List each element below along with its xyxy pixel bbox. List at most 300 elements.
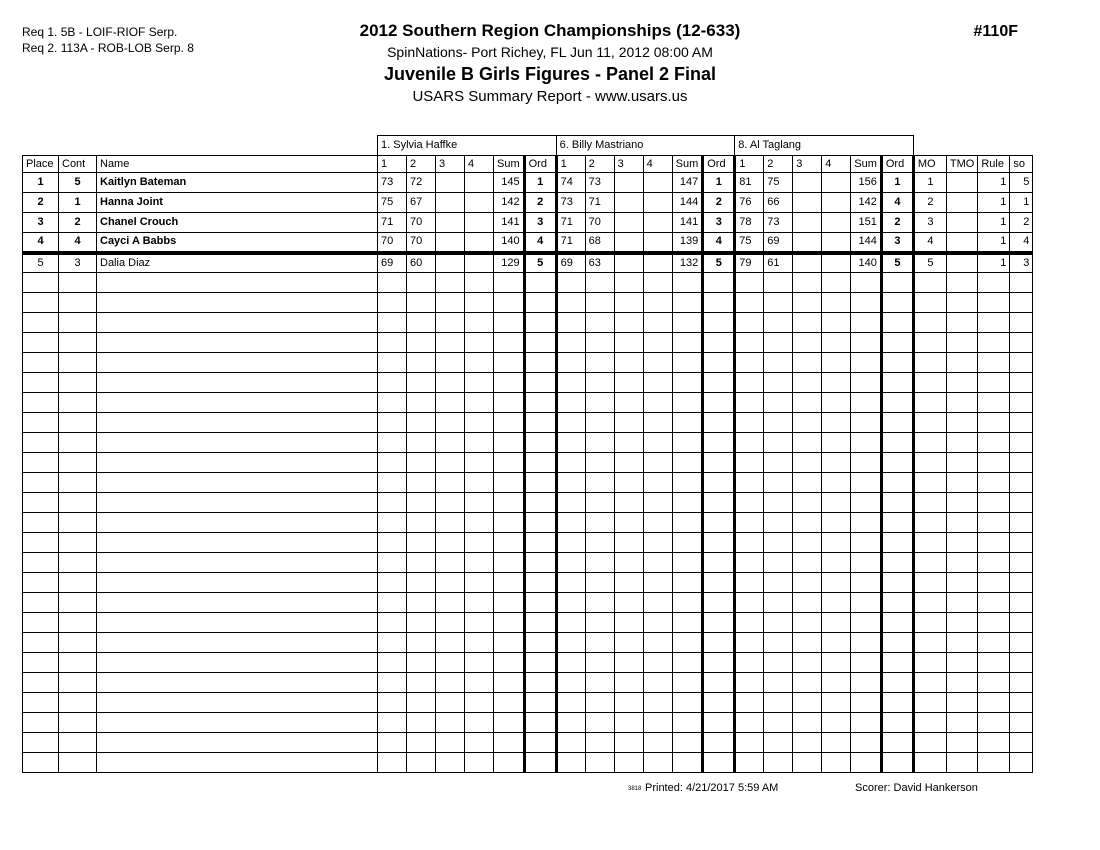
sum-cell xyxy=(851,433,882,453)
so-cell xyxy=(1010,533,1033,553)
column-header: 2 xyxy=(407,156,436,173)
rule-cell xyxy=(978,473,1010,493)
rule-cell xyxy=(978,413,1010,433)
skater-name-cell xyxy=(97,333,378,353)
score-cell xyxy=(735,533,764,553)
column-header: Name xyxy=(97,156,378,173)
score-cell xyxy=(822,493,851,513)
sum-cell xyxy=(851,573,882,593)
rule-cell xyxy=(978,313,1010,333)
score-cell xyxy=(793,293,822,313)
ord-cell xyxy=(703,473,735,493)
score-cell xyxy=(614,493,643,513)
score-cell xyxy=(436,233,465,253)
sum-cell: 139 xyxy=(672,233,703,253)
contestant-number-cell xyxy=(59,453,97,473)
score-cell xyxy=(378,633,407,653)
score-cell xyxy=(556,293,585,313)
score-cell xyxy=(436,673,465,693)
score-cell xyxy=(585,753,614,773)
req2-text: Req 2. 113A - ROB-LOB Serp. 8 xyxy=(22,41,194,55)
tmo-cell xyxy=(946,473,977,493)
mo-cell xyxy=(913,713,946,733)
score-cell xyxy=(614,433,643,453)
skater-name-cell xyxy=(97,373,378,393)
place-cell xyxy=(23,553,59,573)
contestant-number-cell: 3 xyxy=(59,253,97,273)
score-cell xyxy=(764,433,793,453)
score-cell: 75 xyxy=(764,173,793,193)
so-cell xyxy=(1010,633,1033,653)
score-cell xyxy=(793,573,822,593)
tmo-cell xyxy=(946,713,977,733)
contestant-number-cell xyxy=(59,533,97,553)
score-cell xyxy=(556,553,585,573)
score-cell xyxy=(735,573,764,593)
score-cell xyxy=(465,293,494,313)
score-cell xyxy=(465,213,494,233)
sum-cell xyxy=(494,453,525,473)
judge-name: 8. Al Taglang xyxy=(735,136,914,156)
place-cell xyxy=(23,653,59,673)
column-header: Sum xyxy=(494,156,525,173)
sum-cell xyxy=(672,333,703,353)
score-cell xyxy=(735,553,764,573)
score-cell xyxy=(793,393,822,413)
score-cell xyxy=(793,533,822,553)
ord-cell xyxy=(703,333,735,353)
sum-cell xyxy=(494,713,525,733)
contestant-number-cell xyxy=(59,693,97,713)
score-cell xyxy=(822,333,851,353)
score-cell xyxy=(643,273,672,293)
contestant-number-cell: 2 xyxy=(59,213,97,233)
rule-cell xyxy=(978,573,1010,593)
ord-cell xyxy=(703,633,735,653)
column-header: 3 xyxy=(436,156,465,173)
score-cell xyxy=(378,313,407,333)
event-number: #110F xyxy=(973,23,1018,40)
score-cell xyxy=(793,173,822,193)
sum-cell xyxy=(851,633,882,653)
score-cell xyxy=(614,213,643,233)
score-cell xyxy=(643,433,672,453)
score-cell xyxy=(735,453,764,473)
sum-cell xyxy=(494,433,525,453)
ord-cell xyxy=(703,273,735,293)
rule-cell xyxy=(978,393,1010,413)
skater-name-cell xyxy=(97,493,378,513)
ord-cell: 5 xyxy=(881,253,913,273)
sum-cell xyxy=(672,573,703,593)
score-cell xyxy=(764,493,793,513)
score-cell xyxy=(585,333,614,353)
empty-row xyxy=(23,473,1033,493)
empty-row xyxy=(23,273,1033,293)
mo-cell xyxy=(913,593,946,613)
ord-cell xyxy=(524,493,556,513)
ord-cell xyxy=(881,413,913,433)
score-cell xyxy=(585,273,614,293)
skater-name-cell xyxy=(97,553,378,573)
mo-cell xyxy=(913,293,946,313)
score-cell xyxy=(822,513,851,533)
sum-cell xyxy=(494,553,525,573)
ord-cell xyxy=(881,373,913,393)
score-cell xyxy=(436,613,465,633)
score-cell xyxy=(585,553,614,573)
column-header: 1 xyxy=(378,156,407,173)
ord-cell xyxy=(703,733,735,753)
so-cell xyxy=(1010,693,1033,713)
rule-cell xyxy=(978,353,1010,373)
score-cell xyxy=(465,533,494,553)
mo-cell xyxy=(913,513,946,533)
sum-cell xyxy=(672,453,703,473)
title-block xyxy=(0,21,1100,105)
empty-row xyxy=(23,333,1033,353)
sum-cell xyxy=(672,593,703,613)
score-cell xyxy=(378,613,407,633)
spacer-cell xyxy=(913,136,1032,156)
ord-cell: 2 xyxy=(524,193,556,213)
score-cell: 69 xyxy=(764,233,793,253)
so-cell xyxy=(1010,473,1033,493)
score-cell xyxy=(643,753,672,773)
table-row xyxy=(23,213,1033,233)
sum-cell xyxy=(672,693,703,713)
score-cell xyxy=(436,513,465,533)
score-cell xyxy=(465,733,494,753)
score-cell: 73 xyxy=(585,173,614,193)
score-cell xyxy=(822,353,851,373)
score-cell xyxy=(793,253,822,273)
sum-cell xyxy=(851,653,882,673)
skater-name-cell xyxy=(97,613,378,633)
score-cell xyxy=(465,333,494,353)
score-cell xyxy=(793,193,822,213)
ord-cell xyxy=(524,453,556,473)
sum-cell xyxy=(672,413,703,433)
sum-cell xyxy=(672,533,703,553)
score-cell xyxy=(436,353,465,373)
score-cell xyxy=(643,313,672,333)
score-cell xyxy=(407,753,436,773)
event-title: Juvenile B Girls Figures - Panel 2 Final xyxy=(383,64,717,84)
so-cell xyxy=(1010,373,1033,393)
score-cell xyxy=(793,613,822,633)
sum-cell xyxy=(494,573,525,593)
score-cell: 69 xyxy=(556,253,585,273)
score-cell xyxy=(614,173,643,193)
sum-cell xyxy=(494,693,525,713)
score-cell xyxy=(407,733,436,753)
score-cell xyxy=(614,673,643,693)
score-cell xyxy=(407,353,436,373)
sum-cell: 144 xyxy=(851,233,882,253)
score-cell xyxy=(793,593,822,613)
so-cell xyxy=(1010,333,1033,353)
place-cell xyxy=(23,593,59,613)
score-cell xyxy=(735,653,764,673)
score-cell xyxy=(822,393,851,413)
empty-row xyxy=(23,693,1033,713)
score-cell xyxy=(556,373,585,393)
score-cell xyxy=(643,553,672,573)
ord-cell xyxy=(524,613,556,633)
score-cell xyxy=(643,173,672,193)
contestant-number-cell xyxy=(59,473,97,493)
column-header: 3 xyxy=(793,156,822,173)
tmo-cell xyxy=(946,273,977,293)
contestant-number-cell xyxy=(59,713,97,733)
ord-cell xyxy=(524,393,556,413)
score-cell xyxy=(735,293,764,313)
rule-cell xyxy=(978,453,1010,473)
rule-cell: 1 xyxy=(978,233,1010,253)
sum-cell xyxy=(851,693,882,713)
rule-cell xyxy=(978,613,1010,633)
ord-cell xyxy=(524,573,556,593)
score-cell xyxy=(643,533,672,553)
score-cell xyxy=(585,353,614,373)
score-cell: 74 xyxy=(556,173,585,193)
so-cell: 4 xyxy=(1010,233,1033,253)
score-cell xyxy=(735,353,764,373)
score-cell xyxy=(643,673,672,693)
ord-cell: 1 xyxy=(703,173,735,193)
ord-cell: 2 xyxy=(703,193,735,213)
place-cell xyxy=(23,453,59,473)
so-cell xyxy=(1010,513,1033,533)
rule-cell xyxy=(978,373,1010,393)
ord-cell xyxy=(524,433,556,453)
score-cell xyxy=(407,553,436,573)
contestant-number-cell xyxy=(59,353,97,373)
score-cell xyxy=(793,553,822,573)
column-header: Sum xyxy=(851,156,882,173)
table-row xyxy=(23,173,1033,193)
score-cell xyxy=(465,173,494,193)
score-cell xyxy=(556,653,585,673)
score-cell: 70 xyxy=(585,213,614,233)
score-cell xyxy=(643,633,672,653)
sum-cell xyxy=(494,473,525,493)
place-cell xyxy=(23,533,59,553)
tmo-cell xyxy=(946,253,977,273)
empty-row xyxy=(23,553,1033,573)
score-cell xyxy=(585,313,614,333)
score-cell xyxy=(643,353,672,373)
score-cell xyxy=(407,373,436,393)
score-cell: 69 xyxy=(378,253,407,273)
place-cell xyxy=(23,293,59,313)
place-cell xyxy=(23,493,59,513)
so-cell xyxy=(1010,653,1033,673)
skater-name-cell xyxy=(97,673,378,693)
ord-cell xyxy=(524,653,556,673)
score-cell xyxy=(378,433,407,453)
score-cell xyxy=(822,653,851,673)
rule-cell xyxy=(978,713,1010,733)
rule-cell xyxy=(978,513,1010,533)
score-cell xyxy=(643,573,672,593)
mo-cell: 1 xyxy=(913,173,946,193)
table-row xyxy=(23,253,1033,273)
rule-cell xyxy=(978,673,1010,693)
score-cell xyxy=(436,413,465,433)
score-cell xyxy=(407,293,436,313)
ord-cell xyxy=(524,313,556,333)
ord-cell xyxy=(524,373,556,393)
sum-cell xyxy=(672,633,703,653)
empty-row xyxy=(23,593,1033,613)
score-cell xyxy=(436,273,465,293)
judge-name: 6. Billy Mastriano xyxy=(556,136,735,156)
ord-cell xyxy=(524,633,556,653)
ord-cell xyxy=(881,633,913,653)
score-cell xyxy=(614,753,643,773)
score-cell xyxy=(822,533,851,553)
score-cell xyxy=(407,593,436,613)
score-cell xyxy=(614,413,643,433)
score-cell xyxy=(585,633,614,653)
score-cell xyxy=(793,413,822,433)
empty-row xyxy=(23,393,1033,413)
skater-name-cell xyxy=(97,653,378,673)
ord-cell xyxy=(703,533,735,553)
sum-cell xyxy=(672,373,703,393)
score-cell xyxy=(764,353,793,373)
sum-cell: 141 xyxy=(494,213,525,233)
score-cell xyxy=(614,293,643,313)
sum-cell: 140 xyxy=(494,233,525,253)
empty-row xyxy=(23,673,1033,693)
skater-name-cell xyxy=(97,753,378,773)
ord-cell xyxy=(703,373,735,393)
score-cell: 81 xyxy=(735,173,764,193)
place-cell xyxy=(23,673,59,693)
score-cell xyxy=(556,753,585,773)
place-cell xyxy=(23,753,59,773)
score-cell xyxy=(735,373,764,393)
score-cell xyxy=(764,473,793,493)
ord-cell xyxy=(881,753,913,773)
empty-row xyxy=(23,573,1033,593)
column-header: Ord xyxy=(881,156,913,173)
score-cell xyxy=(764,693,793,713)
sum-cell xyxy=(494,533,525,553)
rule-cell: 1 xyxy=(978,193,1010,213)
score-cell xyxy=(436,213,465,233)
sum-cell xyxy=(851,493,882,513)
score-cell xyxy=(764,713,793,733)
rule-cell xyxy=(978,753,1010,773)
sum-cell xyxy=(494,513,525,533)
score-cell xyxy=(465,193,494,213)
score-cell xyxy=(822,593,851,613)
score-cell xyxy=(793,333,822,353)
ord-cell xyxy=(703,613,735,633)
score-cell xyxy=(735,633,764,653)
sum-cell xyxy=(851,593,882,613)
score-cell xyxy=(556,673,585,693)
score-cell xyxy=(643,213,672,233)
column-header: Place xyxy=(23,156,59,173)
sum-cell: 147 xyxy=(672,173,703,193)
score-cell xyxy=(556,713,585,733)
ord-cell xyxy=(524,593,556,613)
place-cell: 4 xyxy=(23,233,59,253)
score-cell xyxy=(436,313,465,333)
ord-cell xyxy=(703,713,735,733)
score-cell xyxy=(407,413,436,433)
contestant-number-cell xyxy=(59,373,97,393)
so-cell xyxy=(1010,413,1033,433)
score-cell xyxy=(585,613,614,633)
sum-cell xyxy=(494,413,525,433)
score-cell xyxy=(764,573,793,593)
sum-cell xyxy=(672,493,703,513)
score-cell xyxy=(822,613,851,633)
so-cell: 2 xyxy=(1010,213,1033,233)
score-cell xyxy=(793,493,822,513)
score-cell xyxy=(585,373,614,393)
sum-cell xyxy=(672,653,703,673)
so-cell xyxy=(1010,553,1033,573)
req1-text: Req 1. 5B - LOIF-RIOF Serp. xyxy=(22,25,178,39)
score-cell xyxy=(407,693,436,713)
score-cell xyxy=(378,553,407,573)
skater-name-cell: Dalia Diaz xyxy=(97,253,378,273)
sum-cell xyxy=(672,393,703,413)
ord-cell xyxy=(881,553,913,573)
sum-cell xyxy=(851,333,882,353)
ord-cell: 4 xyxy=(703,233,735,253)
score-cell xyxy=(822,193,851,213)
ord-cell xyxy=(703,353,735,373)
score-cell xyxy=(436,433,465,453)
skater-name-cell: Hanna Joint xyxy=(97,193,378,213)
score-cell xyxy=(556,633,585,653)
sum-cell: 140 xyxy=(851,253,882,273)
results-table xyxy=(22,135,1033,773)
score-cell: 71 xyxy=(378,213,407,233)
score-cell xyxy=(585,573,614,593)
ord-cell xyxy=(524,533,556,553)
tmo-cell xyxy=(946,293,977,313)
so-cell xyxy=(1010,573,1033,593)
place-cell: 3 xyxy=(23,213,59,233)
sum-cell xyxy=(494,753,525,773)
score-cell xyxy=(614,373,643,393)
tmo-cell xyxy=(946,633,977,653)
place-cell xyxy=(23,373,59,393)
score-cell xyxy=(556,573,585,593)
ord-cell xyxy=(881,533,913,553)
skater-name-cell xyxy=(97,433,378,453)
score-cell xyxy=(556,693,585,713)
score-cell xyxy=(793,433,822,453)
mo-cell xyxy=(913,373,946,393)
score-cell xyxy=(436,373,465,393)
score-cell xyxy=(764,633,793,653)
rule-cell xyxy=(978,333,1010,353)
score-cell xyxy=(822,293,851,313)
contestant-number-cell xyxy=(59,593,97,613)
score-cell xyxy=(465,253,494,273)
score-cell xyxy=(378,473,407,493)
